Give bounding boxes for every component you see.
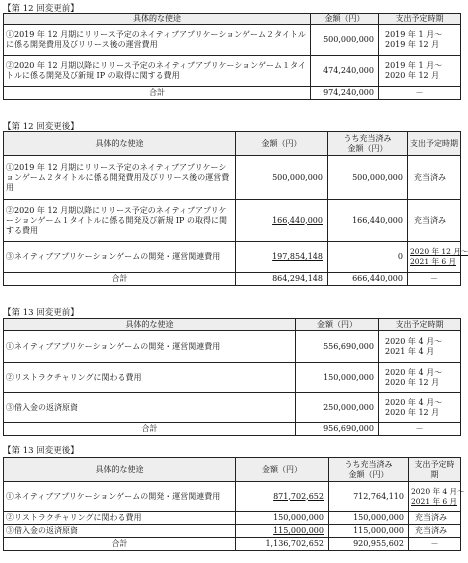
table-row — [4, 512, 461, 525]
spent-cell: 500,000,000 — [328, 156, 408, 200]
period-cell — [409, 482, 465, 512]
use-cell: ①ネイティブアプリケーションゲームの開発・運営関連費用 — [4, 331, 296, 363]
period-start: 2019 年 1 月～ — [385, 30, 443, 39]
allocation-table — [3, 457, 465, 551]
spent-cell: 712,764,110 — [329, 482, 409, 512]
spent-cell: 115,000,000 — [329, 525, 409, 538]
total-row — [4, 273, 461, 286]
table-row — [4, 56, 461, 87]
total-period: － — [379, 423, 461, 436]
table-row — [4, 25, 461, 56]
period-end: 2020 年 12 月 — [385, 71, 440, 80]
table-row — [4, 200, 461, 242]
header-amount: 金額（円） — [236, 132, 328, 156]
header-spent-line2: 金額（円） — [348, 469, 389, 479]
period-start: 2019 年 1 月～ — [385, 61, 443, 70]
header-amount: 金額（円） — [236, 458, 329, 482]
table-row — [4, 156, 461, 200]
period-end: 2020 年 12 月 — [385, 407, 440, 417]
amount-cell: 150,000,000 — [236, 512, 329, 525]
section-title: 【第 12 回変更前】 — [3, 4, 79, 14]
header-period: 支出予定時期 — [379, 14, 461, 25]
period-end: 2021 年 6 月 — [410, 257, 457, 266]
table-row — [4, 393, 461, 423]
header-period: 支出予定時期 — [379, 319, 461, 331]
amount-cell: 556,690,000 — [296, 331, 379, 363]
total-row — [4, 423, 461, 436]
header-use: 具体的な使途 — [4, 458, 236, 482]
amount-cell: 500,000,000 — [236, 156, 328, 200]
period-cell — [379, 393, 461, 423]
period-start: 2020 年 4 月～ — [385, 336, 443, 346]
period-end: 2021 年 4 月 — [385, 346, 435, 356]
use-cell: ②リストラクチャリングに関わる費用 — [4, 363, 296, 393]
header-use: 具体的な使途 — [4, 132, 236, 156]
allocation-table — [3, 13, 461, 100]
table-row — [4, 525, 461, 538]
period-start: 2020 年 4 月～ — [411, 486, 465, 496]
period-cell: 充当済み — [408, 156, 461, 200]
allocation-table — [3, 131, 468, 286]
period-cell: 充当済み — [408, 200, 461, 242]
period-cell — [379, 363, 461, 393]
total-spent: 920,955,602 — [329, 538, 409, 551]
amount-cell: 474,240,000 — [311, 56, 379, 87]
table-row — [4, 363, 461, 393]
table-row — [4, 331, 461, 363]
period-cell — [408, 242, 468, 273]
table-row — [4, 242, 461, 273]
header-amount: 金額（円） — [311, 14, 379, 25]
use-cell: ①2019 年 12 月期にリリース予定のネイティブアプリケーションゲーム２タイトルに係る開発費用及びリリース後の運営費用 — [4, 156, 236, 200]
total-amount: 1,136,702,652 — [236, 538, 329, 551]
period-start: 2020 年 4 月～ — [385, 367, 443, 377]
total-row — [4, 538, 461, 551]
total-period: － — [408, 273, 461, 286]
header-use: 具体的な使途 — [4, 14, 311, 25]
amount-cell — [236, 482, 329, 512]
period-cell — [379, 331, 461, 363]
period-end: 2020 年 12 月 — [385, 377, 440, 387]
amount-cell — [236, 242, 328, 273]
spent-cell: 150,000,000 — [329, 512, 409, 525]
use-cell: ③借入金の返済原資 — [4, 393, 296, 423]
amount-cell — [236, 525, 329, 538]
amount-value: 871,702,652 — [273, 491, 324, 501]
total-amount: 956,690,000 — [296, 423, 379, 436]
total-period: － — [379, 87, 461, 100]
total-label: 合計 — [4, 538, 236, 551]
total-amount: 974,240,000 — [311, 87, 379, 100]
period-cell — [379, 25, 461, 56]
header-period: 支出予定時期 — [408, 132, 461, 156]
amount-cell: 250,000,000 — [296, 393, 379, 423]
amount-value: 197,854,148 — [272, 252, 323, 261]
period-start: 2020 年 12 月～ — [410, 247, 468, 256]
header-spent-line2: 金額（円） — [347, 143, 388, 153]
header-spent — [329, 458, 409, 482]
use-cell: ③借入金の返済原資 — [4, 525, 236, 538]
spent-cell: 0 — [328, 242, 408, 273]
total-spent: 666,440,000 — [328, 273, 408, 286]
total-row — [4, 87, 461, 100]
allocation-table — [3, 318, 461, 436]
total-period: － — [409, 538, 461, 551]
section-title: 【第 13 回変更後】 — [3, 446, 79, 456]
total-amount: 864,294,148 — [236, 273, 328, 286]
section-title: 【第 13 回変更前】 — [3, 308, 79, 318]
amount-cell — [236, 200, 328, 242]
header-period: 支出予定時期 — [409, 458, 461, 482]
use-cell: ②2020 年 12 月期以降にリリース予定のネイティブアプリケーションゲーム１タイトルに係る開発及び新規 IP の取得に関する費用 — [4, 56, 311, 87]
header-spent-line1: うち充当済み — [344, 459, 393, 469]
section-title: 【第 12 回変更後】 — [3, 122, 79, 132]
use-cell: ②リストラクチャリングに関わる費用 — [4, 512, 236, 525]
period-end: 2021 年 6 月 — [411, 496, 458, 506]
use-cell: ③ネイティブアプリケーションゲームの開発・運営関連費用 — [4, 242, 236, 273]
use-cell: ①ネイティブアプリケーションゲームの開発・運営関連費用 — [4, 482, 236, 512]
total-label: 合計 — [4, 273, 236, 286]
amount-value: 166,440,000 — [272, 215, 323, 225]
table-row — [4, 482, 461, 512]
header-amount: 金額（円） — [296, 319, 379, 331]
header-spent — [328, 132, 408, 156]
header-use: 具体的な使途 — [4, 319, 296, 331]
period-cell: 充当済み — [409, 525, 461, 538]
total-label: 合計 — [4, 87, 311, 100]
amount-cell: 500,000,000 — [311, 25, 379, 56]
spent-cell: 166,440,000 — [328, 200, 408, 242]
use-cell: ①2019 年 12 月期にリリース予定のネイティブアプリケーションゲーム２タイトルに係る開発費用及びリリース後の運営費用 — [4, 25, 311, 56]
amount-cell: 150,000,000 — [296, 363, 379, 393]
period-cell: 充当済み — [409, 512, 461, 525]
header-spent-line1: うち充当済み — [343, 133, 392, 143]
period-start: 2020 年 4 月～ — [385, 397, 443, 407]
amount-value: 115,000,000 — [273, 526, 324, 535]
period-cell — [379, 56, 461, 87]
total-label: 合計 — [4, 423, 296, 436]
period-end: 2019 年 12 月 — [385, 40, 440, 49]
use-cell: ②2020 年 12 月期以降にリリース予定のネイティブアプリケーションゲーム１タイトルに係る開発及び新規 IP の取得に関する費用 — [4, 200, 236, 242]
